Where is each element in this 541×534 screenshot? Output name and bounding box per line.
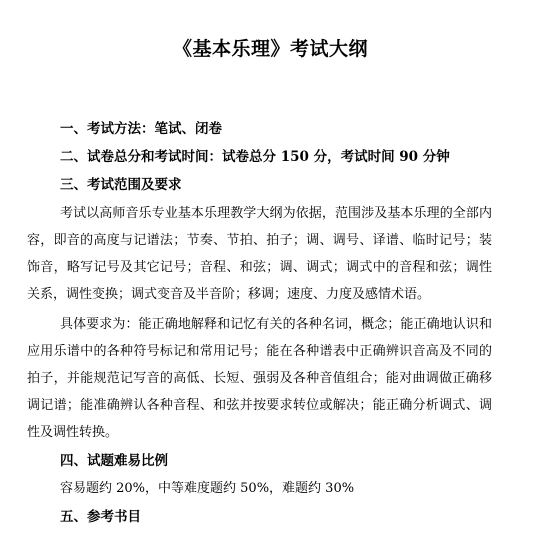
scope-paragraph: 考试以高师音乐专业基本乐理教学大纲为依据，范围涉及基本乐理的全部内容，即音的高度与记谱法；节奏、节拍、拍子；调、调号、译谱、临时记号；装饰音，略写记号及其它记号；音程、和弦；调、调式；调式中的音程和弦；调性关系，调性变换；调式变音及半音阶；移调；速度、力度及感情术语。 [27, 206, 492, 302]
page-title: 《基本乐理》考试大纲 [172, 38, 368, 60]
requirements-paragraph: 具体要求为：能正确地解释和记忆有关的各种名词，概念；能正确地认识和应用乐谱中的各种符号标记和常用记号；能在各种谱表中正确辨识音高及不同的拍子，并能规范记写音的高低、长短、强弱及各种音值组合；能对曲调做正确移调记谱；能准确辨认各种音程、和弦并按要求转位或解决；能正确分析调式、调性及调性转换。 [27, 317, 492, 440]
section-heading-difficulty-ratio: 四、试题难易比例 [60, 453, 168, 469]
section-heading-references: 五、参考书目 [60, 509, 141, 525]
section-heading-exam-method: 一、考试方法：笔试、闭卷 [60, 121, 222, 137]
section-heading-scope-and-requirements: 三、考试范围及要求 [60, 177, 182, 193]
difficulty-ratio-text: 容易题约 20%，中等难度题约 50%，难题约 30% [60, 481, 355, 496]
section-heading-score-and-time: 二、试卷总分和考试时间：试卷总分 150 分，考试时间 90 分钟 [60, 149, 450, 165]
